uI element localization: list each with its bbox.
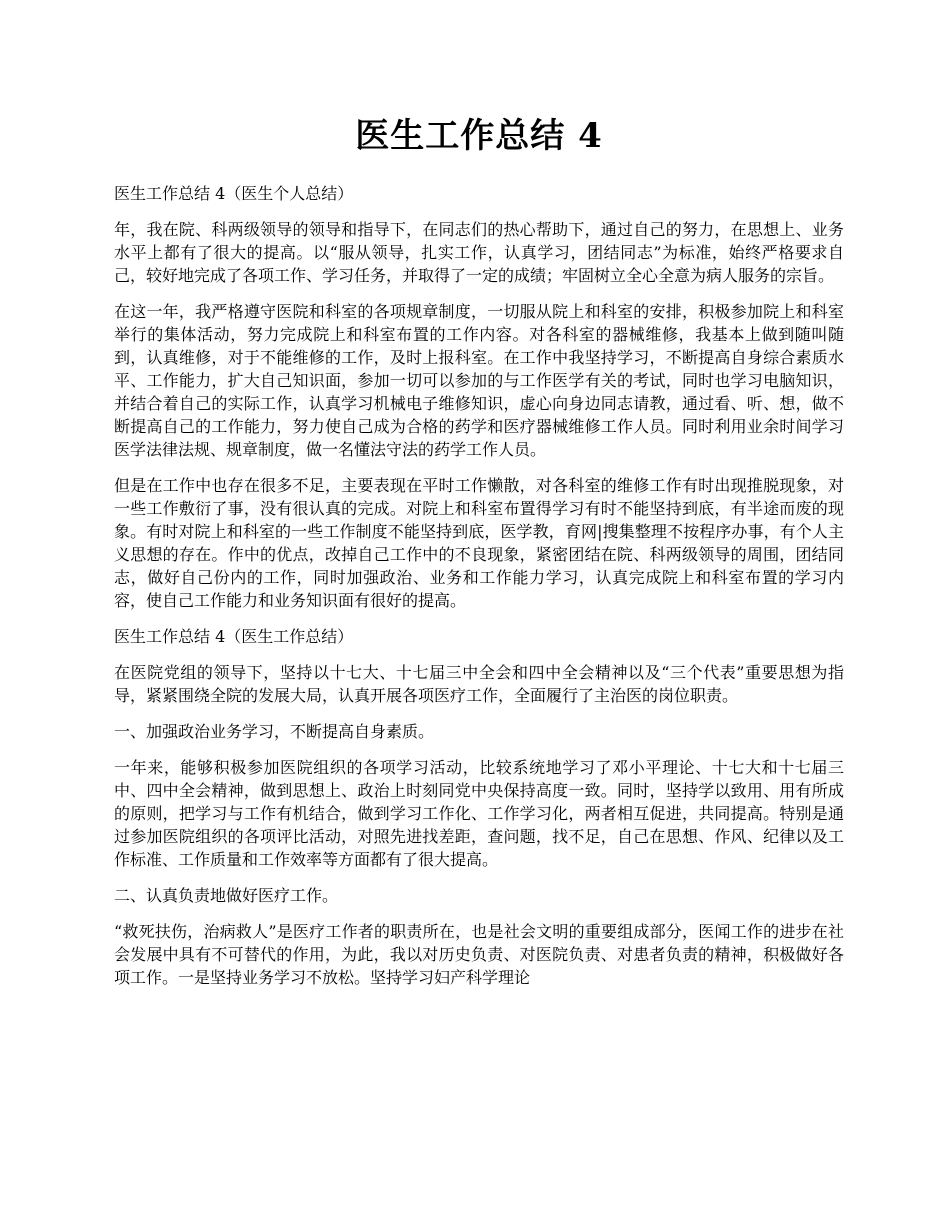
section-heading-1: 一、加强政治业务学习，不断提高自身素质。 [114, 722, 435, 741]
subheading-work-summary: 医生工作总结 4（医生工作总结） [114, 627, 354, 646]
paragraph: 在医院党组的领导下，坚持以十七大、十七届三中全会和四中全会精神以及“三个代表”重要思想为指导，紧紧围绕全院的发展大局，认真开展各项医疗工作，全面履行了主治医的岗位职责。 [114, 663, 844, 705]
document-title: 医生工作总结 4 [355, 116, 603, 156]
subheading-personal-summary: 医生工作总结 4（医生个人总结） [114, 184, 354, 203]
section-heading-2: 二、认真负责地做好医疗工作。 [114, 886, 339, 905]
paragraph: “救死扶伤，治病救人”是医疗工作者的职责所在，也是社会文明的重要组成部分，医闻工作的进步在社会发展中具有不可替代的作用，为此，我以对历史负责、对医院负责、对患者负责的精神，积极做好各项工作。一是坚持业务学习不放松。坚持学习妇产科学理论 [114, 922, 844, 987]
paragraph: 但是在工作中也存在很多不足，主要表现在平时工作懒散，对各科室的维修工作有时出现推脱现象，对一些工作敷衍了事，没有很认真的完成。对院上和科室布置得学习有时不能坚持到底，有半途而废的现象。有时对院上和科室的一些工作制度不能坚持到底，医学教，育网|搜集整理不按程序办事，有个人主义思想的存在。作中的优点，改掉自己工作中的不良现象，紧密团结在院、科两级领导的周围，团结同志，做好自己份内的工作，同时加强政治、业务和工作能力学习，认真完成院上和科室布置的学习内容，使自己工作能力和业务知识面有很好的提高。 [114, 476, 844, 610]
document-page [114, 108, 844, 1002]
paragraph: 在这一年，我严格遵守医院和科室的各项规章制度，一切服从院上和科室的安排，积极参加院上和科室举行的集体活动，努力完成院上和科室布置的工作内容。对各科室的器械维修，我基本上做到随叫随到，认真维修，对于不能维修的工作，及时上报科室。在工作中我坚持学习，不断提高自身综合素质水平、工作能力，扩大自己知识面，参加一切可以参加的与工作医学有关的考试，同时也学习电脑知识，并结合着自己的实际工作，认真学习机械电子维修知识，虚心向身边同志请教，通过看、听、想，做不断提高自己的工作能力，努力使自己成为合格的药学和医疗器械维修工作人员。同时利用业余时间学习医学法律法规、规章制度，做一名懂法守法的药学工作人员。 [114, 302, 844, 459]
paragraph: 一年来，能够积极参加医院组织的各项学习活动，比较系统地学习了邓小平理论、十七大和十七届三中、四中全会精神，做到思想上、政治上时刻同党中央保持高度一致。同时，坚持学以致用、用有所成的原则，把学习与工作有机结合，做到学习工作化、工作学习化，两者相互促进，共同提高。特别是通过参加医院组织的各项评比活动，对照先进找差距，查问题，找不足，自己在思想、作风、纪律以及工作标准、工作质量和工作效率等方面都有了很大提高。 [114, 758, 844, 869]
paragraph: 年，我在院、科两级领导的领导和指导下，在同志们的热心帮助下，通过自己的努力，在思想上、业务水平上都有了很大的提高。以“服从领导，扎实工作，认真学习，团结同志”为标准，始终严格要求自己，较好地完成了各项工作、学习任务，并取得了一定的成绩；牢固树立全心全意为病人服务的宗旨。 [114, 220, 844, 285]
